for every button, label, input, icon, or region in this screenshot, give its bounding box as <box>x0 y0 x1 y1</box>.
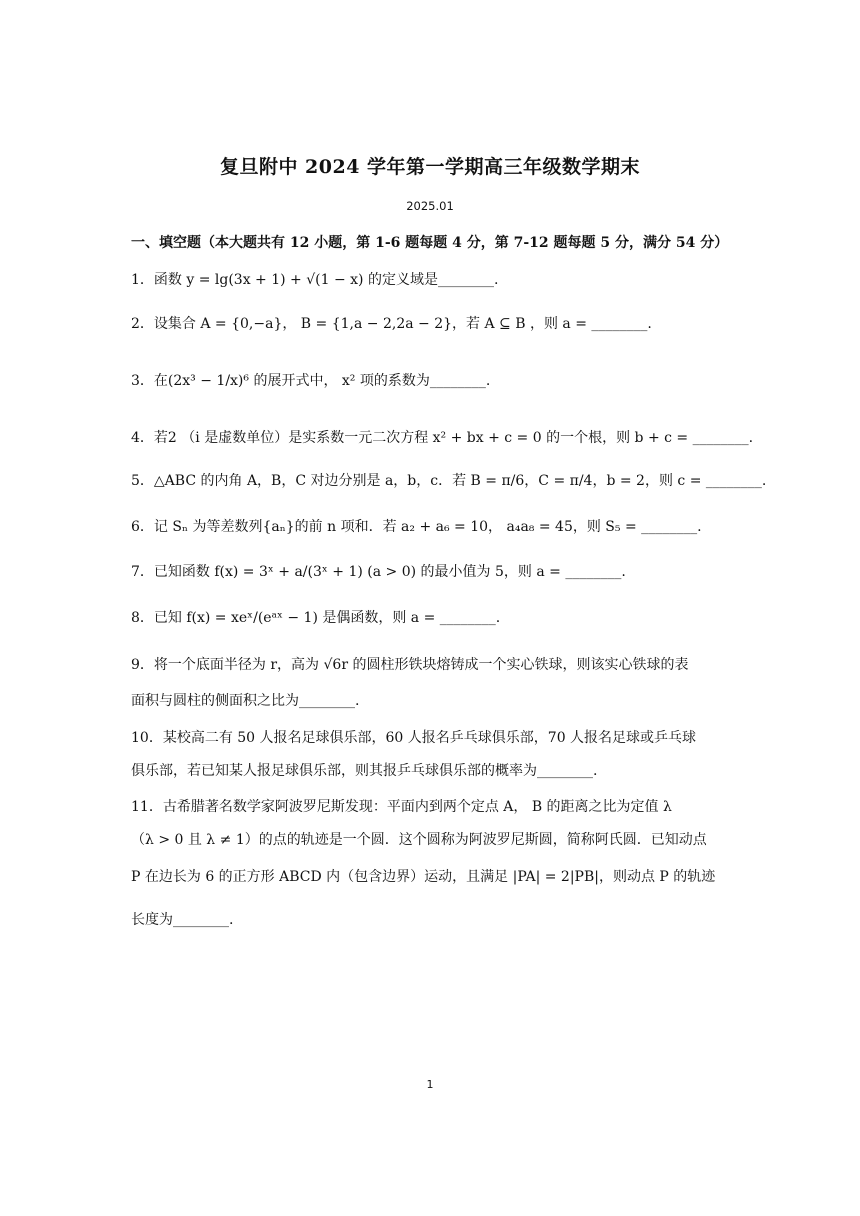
exam-date: 2025.01 <box>406 199 454 213</box>
question-11-line-1: 11．古希腊著名数学家阿波罗尼斯发现：平面内到两个定点 A， B 的距离之比为定值 λ <box>131 799 672 815</box>
question-9-line-2: 面积与圆柱的侧面积之比为________. <box>131 693 360 709</box>
question-6: 6．记 Sₙ 为等差数列{aₙ}的前 n 项和．若 a₂ + a₆ = 10， a₄a₈ = 45，则 S₅ = ________. <box>131 519 702 535</box>
exam-title: 复旦附中 2024 学年第一学期高三年级数学期末 <box>219 156 641 178</box>
question-7: 7．已知函数 f(x) = 3ˣ + a/(3ˣ + 1) (a > 0) 的最小值为 5，则 a = ________. <box>131 564 626 580</box>
question-10-line-1: 10．某校高二有 50 人报名足球俱乐部，60 人报名乒乓球俱乐部，70 人报名足球或乒乓球 <box>131 730 697 746</box>
question-4: 4．若2 （i 是虚数单位）是实系数一元二次方程 x² + bx + c = 0 的一个根，则 b + c = ________. <box>131 430 754 446</box>
question-11-line-4: 长度为________. <box>131 912 234 928</box>
question-1: 1．函数 y = lg(3x + 1) + √(1 − x) 的定义域是________. <box>131 272 499 288</box>
question-2: 2．设集合 A = {0,−a}， B = {1,a − 2,2a − 2}，若 A ⊆ B ，则 a = ________. <box>131 316 652 332</box>
question-11-line-2: （λ > 0 且 λ ≠ 1）的点的轨迹是一个圆．这个圆称为阿波罗尼斯圆，简称阿氏圆．已知动点 <box>131 832 707 848</box>
question-11-line-3: P 在边长为 6 的正方形 ABCD 内（包含边界）运动，且满足 |PA| = 2|PB|，则动点 P 的轨迹 <box>131 869 716 885</box>
question-5: 5．△ABC 的内角 A，B，C 对边分别是 a，b，c．若 B = π/6，C = π/4，b = 2，则 c = ________. <box>131 473 767 489</box>
question-3: 3．在(2x³ − 1/x)⁶ 的展开式中， x² 项的系数为________. <box>131 373 491 389</box>
question-8: 8．已知 f(x) = xeˣ/(eᵃˣ − 1) 是偶函数，则 a = ________. <box>131 610 501 626</box>
section-heading: 一、填空题（本大题共有 12 小题，第 1-6 题每题 4 分，第 7-12 题每题 5 分，满分 54 分） <box>131 235 729 251</box>
question-10-line-2: 俱乐部，若已知某人报足球俱乐部，则其报乒乓球俱乐部的概率为________. <box>131 763 598 779</box>
page-number: 1 <box>426 1078 434 1091</box>
question-9-line-1: 9．将一个底面半径为 r，高为 √6r 的圆柱形铁块熔铸成一个实心铁球，则该实心铁球的表 <box>131 657 689 673</box>
